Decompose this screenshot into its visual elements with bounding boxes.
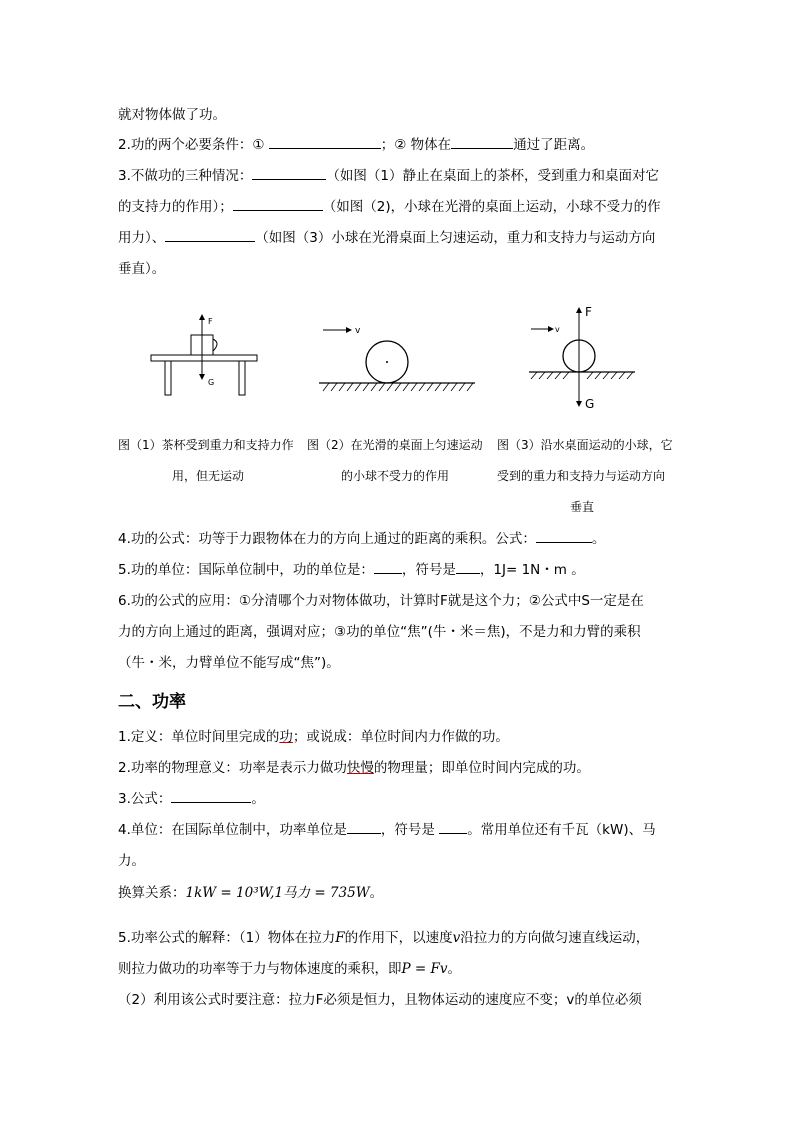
force-label-g: G bbox=[208, 378, 215, 387]
force-label-f: F bbox=[585, 305, 592, 319]
text-line: 换算关系：1kW = 10³W,1马力 = 735W。 bbox=[118, 885, 384, 901]
figure-ball-forces bbox=[525, 302, 645, 412]
conversion-formula: ,1马力 = 735W bbox=[270, 885, 370, 901]
text-line: 5.功的单位：国际单位制中，功的单位是： ，符号是 ，1J= 1N・m 。 bbox=[118, 562, 585, 578]
answer-blank[interactable] bbox=[456, 560, 480, 574]
answer-blank[interactable] bbox=[374, 560, 402, 574]
ground-hatching bbox=[323, 383, 473, 391]
answer-blank[interactable] bbox=[171, 789, 251, 803]
text-line: 5.功率公式的解释：（1）物体在拉力F的作用下，以速度v沿拉力的方向做匀速直线运动， bbox=[118, 930, 650, 946]
text-line: 则拉力做功的功率等于力与物体速度的乘积，即P = Fv。 bbox=[118, 961, 461, 977]
answer-blank[interactable] bbox=[451, 135, 513, 149]
answer-blank[interactable] bbox=[536, 529, 592, 543]
text-line: 垂直）。 bbox=[118, 261, 166, 277]
figure-caption: 垂直 bbox=[570, 500, 595, 514]
text-line: 1.定义：单位时间里完成的功；或说成：单位时间内力作做的功。 bbox=[118, 729, 509, 745]
table-top bbox=[151, 355, 257, 361]
text-line: 的支持力的作用）； （如图（2)，小球在光滑的桌面上运动，小球不受力的作 bbox=[118, 199, 661, 215]
text-line: 4.单位：在国际单位制中，功率单位是 ，符号是 。常用单位还有千瓦（kW)、马 bbox=[118, 822, 656, 838]
text-line: 6.功的公式的应用：①分清哪个力对物体做功，计算时F就是这个力；②公式中S一定是在 bbox=[118, 593, 644, 609]
answer-blank[interactable] bbox=[439, 820, 467, 834]
figure-caption: 图（3）沿水桌面运动的小球，它 bbox=[497, 438, 673, 452]
figure-caption: 用，但无运动 bbox=[172, 469, 245, 483]
figure-caption: 的小球不受力的作用 bbox=[341, 469, 450, 483]
text-line: 用力）、 （如图（3）小球在光滑桌面上匀速运动，重力和支持力与运动方向 bbox=[118, 230, 656, 246]
figure-ball-moving bbox=[315, 318, 480, 396]
text-line: 2.功率的物理意义：功率是表示力做功快慢的物理量；即单位时间内完成的功。 bbox=[118, 760, 590, 776]
answer-blank[interactable] bbox=[347, 820, 381, 834]
power-formula: P = Fv bbox=[401, 961, 448, 977]
ground-hatching bbox=[531, 372, 633, 379]
table-leg bbox=[165, 361, 171, 395]
text-line: （2）利用该公式时要注意：拉力F必须是恒力，且物体运动的速度应不变；v的单位必须 bbox=[118, 992, 642, 1008]
figure-caption: 受到的重力和支持力与运动方向 bbox=[497, 469, 666, 483]
cup-handle bbox=[213, 339, 217, 351]
text-line: （牛・米，力臂单位不能写成“焦”)。 bbox=[118, 655, 340, 671]
text-line: 就对物体做了功。 bbox=[118, 107, 226, 123]
velocity-label: v bbox=[555, 325, 560, 334]
force-label-g: G bbox=[585, 397, 595, 411]
text-line: 3.公式： 。 bbox=[118, 791, 265, 807]
answer-blank[interactable] bbox=[252, 166, 326, 180]
table-leg bbox=[239, 361, 245, 395]
answer-blank[interactable] bbox=[269, 135, 381, 149]
conversion-formula: 1kW = 10³W bbox=[185, 885, 271, 901]
text-line: 力的方向上通过的距离，强调对应；③功的单位“焦”(牛・米＝焦)，不是力和力臂的乘积 bbox=[118, 624, 641, 640]
answer-blank[interactable] bbox=[233, 197, 323, 211]
figure-caption: 图（1）茶杯受到重力和支持力作 bbox=[118, 438, 294, 452]
text-line: 3.不做功的三种情况： （如图（1）静止在桌面上的茶杯，受到重力和桌面对它 bbox=[118, 168, 659, 184]
text-line: 力。 bbox=[118, 853, 145, 869]
section-heading: 二、功率 bbox=[118, 692, 186, 712]
velocity-label: v bbox=[355, 326, 361, 336]
figure-cup-on-table bbox=[145, 305, 265, 400]
answer-blank[interactable] bbox=[165, 228, 255, 242]
text-line: 2.功的两个必要条件：① ；② 物体在 通过了距离。 bbox=[118, 137, 595, 153]
text-line: 4.功的公式：功等于力跟物体在力的方向上通过的距离的乘积。公式： 。 bbox=[118, 531, 606, 547]
figure-caption: 图（2）在光滑的桌面上匀速运动 bbox=[307, 438, 483, 452]
force-label-f: F bbox=[208, 317, 213, 326]
